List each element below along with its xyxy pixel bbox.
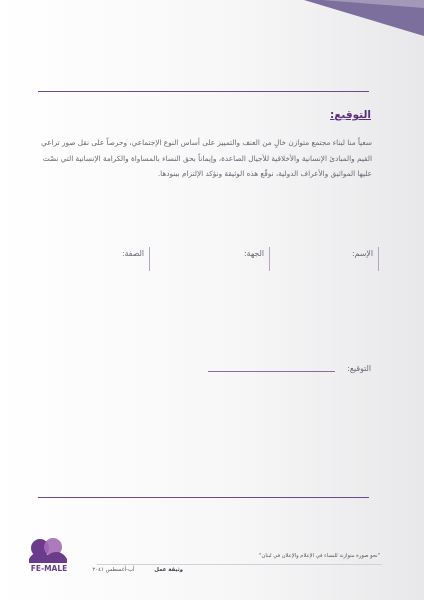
footer-separator [97,564,382,565]
role-label: الصفة: [121,249,144,258]
signature-label: التوقيع: [347,364,371,373]
name-label: الإسم: [352,249,373,258]
corner-decoration [0,0,424,52]
top-divider [38,91,369,92]
document-type: وثيقة عمل [154,567,183,573]
footer-document-info [93,567,183,577]
bottom-divider [38,497,369,498]
entity-field[interactable] [150,247,270,271]
name-field[interactable] [270,247,379,271]
signature-line[interactable] [208,371,335,372]
document-body: سعياً منا لبناء مجتمع متوازن خالٍ من العنف والتمييز على أساس النوع الإجتماعي، وحرصاً على نقل صور تراعي القيم والمبادئ الإنسانية والأخلاقية للأجيال الصاعدة، وإيماناً بحق النساء بالمساواة والكرامة الإنسانية التي نصّت عليها المواثيق والأعراف الدولية، نوقّع هذه الوثيقة ونؤكد الإلتزام ببنودها. [41,138,372,179]
footer [25,535,385,580]
document-code: أب-أغسطس ٢٠٤١ [92,567,135,573]
entity-label: الجهة: [244,249,264,258]
logo-text: FE-MALE [30,564,68,573]
footer-tagline: "نحو صورة متوازنة للنساء في الإعلام والإعلان في لبنان" [259,553,380,559]
role-field[interactable] [40,247,150,271]
fe-male-logo [25,535,73,575]
document-title: التوقيع: [330,109,371,121]
